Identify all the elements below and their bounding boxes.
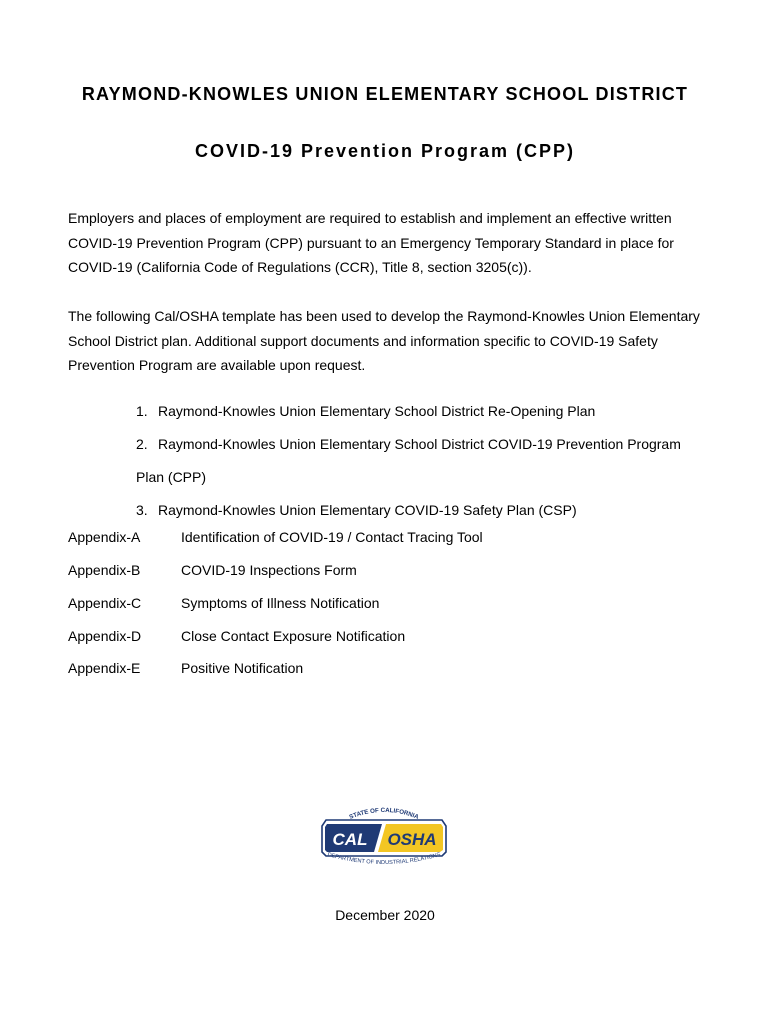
- appendix-row: [68, 595, 708, 615]
- logo-state-textpath: STATE OF CALIFORNIA: [348, 806, 420, 821]
- list-item-text: Raymond-Knowles Union Elementary School District Re-Opening Plan: [158, 403, 596, 419]
- appendix-label: Appendix-C: [68, 595, 142, 611]
- appendix-row: [68, 660, 708, 680]
- list-item: [136, 428, 696, 494]
- list-item: [136, 395, 696, 428]
- list-item-number: 2.: [136, 436, 148, 452]
- list-item-number: 3.: [136, 502, 148, 518]
- list-item-text: Raymond-Knowles Union Elementary COVID-19 Safety Plan (CSP): [158, 502, 577, 518]
- appendix-title: Symptoms of Illness Notification: [181, 595, 380, 611]
- appendix-label: Appendix-E: [68, 660, 141, 676]
- district-title: RAYMOND-KNOWLES UNION ELEMENTARY SCHOOL DISTRICT: [81, 84, 689, 104]
- document-date: December 2020: [335, 907, 435, 923]
- appendix-label: Appendix-D: [68, 628, 142, 644]
- template-paragraph: The following Cal/OSHA template has been used to develop the Raymond-Knowles Union Elementary School District plan. Additional support documents and information specific to COVID-19 Safety Prevention Program are available upon request.: [68, 308, 700, 373]
- appendix-label: Appendix-B: [68, 562, 141, 578]
- appendix-row: [68, 562, 708, 582]
- list-item: [136, 494, 696, 527]
- appendix-title: Positive Notification: [181, 660, 304, 676]
- appendix-row: [68, 628, 708, 648]
- logo-cal-text: CAL: [332, 830, 368, 849]
- cal-osha-logo: [318, 806, 450, 870]
- appendix-title: Identification of COVID-19 / Contact Tracing Tool: [181, 529, 483, 545]
- list-item-number: 1.: [136, 403, 148, 419]
- appendix-row: [68, 529, 708, 549]
- logo-osha-text: OSHA: [387, 830, 437, 849]
- intro-paragraph: Employers and places of employment are required to establish and implement an effective written COVID-19 Prevention Program (CPP) pursuant to an Emergency Temporary Standard in place for COVID-19 (California Code of Regulations (CCR), Title 8, section 3205(c)).: [68, 210, 674, 275]
- list-item-text: Raymond-Knowles Union Elementary School District COVID-19 Prevention Program Plan (CPP): [136, 436, 681, 485]
- logo-state-text: [348, 807, 420, 821]
- logo-department-textpath: DEPARTMENT OF INDUSTRIAL RELATIONS: [326, 851, 442, 867]
- appendix-title: Close Contact Exposure Notification: [181, 628, 406, 644]
- appendix-title: COVID-19 Inspections Form: [181, 562, 357, 578]
- appendix-label: Appendix-A: [68, 529, 141, 545]
- program-title: COVID-19 Prevention Program (CPP): [194, 141, 576, 161]
